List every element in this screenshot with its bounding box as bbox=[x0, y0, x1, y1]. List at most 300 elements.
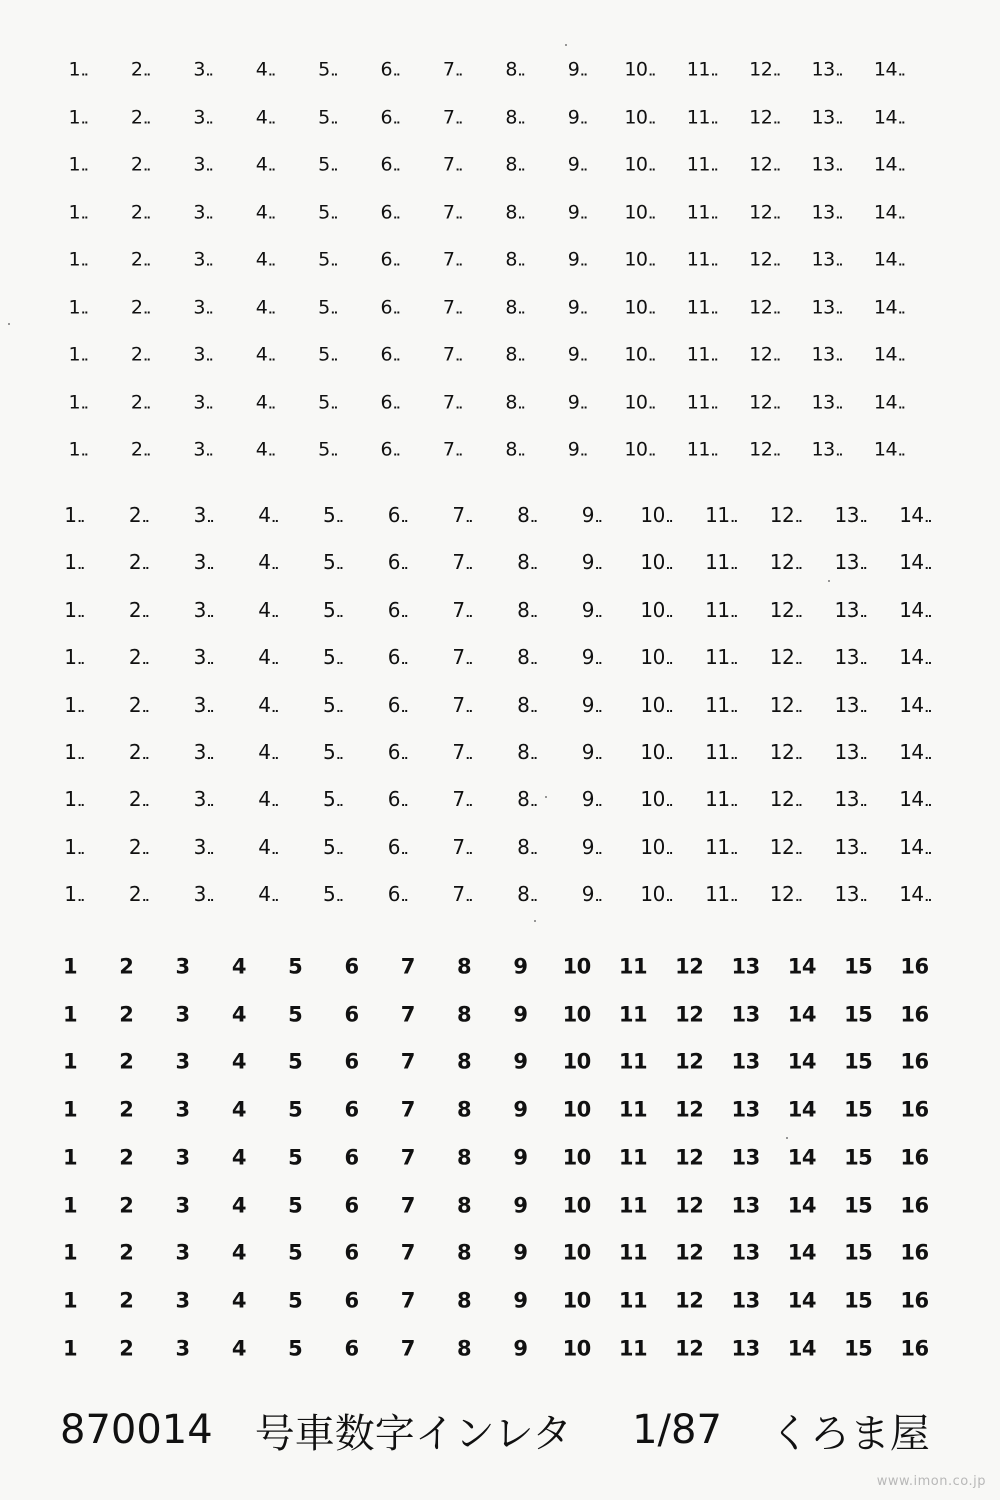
decal-numeral: 9.. bbox=[567, 106, 587, 128]
decal-numeral: 8.. bbox=[517, 550, 537, 575]
decal-numeral: 8 bbox=[457, 1145, 472, 1170]
decal-numeral: 5 bbox=[288, 1097, 303, 1122]
decal-numeral: 9 bbox=[513, 1145, 528, 1170]
decal-numeral: 14 bbox=[787, 1049, 817, 1074]
decal-numeral: 15 bbox=[844, 1097, 873, 1122]
product-name: 号車数字インレタ bbox=[254, 1410, 573, 1457]
decal-numeral: 7 bbox=[400, 1240, 415, 1265]
decal-numeral: 13.. bbox=[834, 550, 867, 575]
decal-numeral: 6.. bbox=[387, 692, 408, 717]
decal-numeral: 13 bbox=[731, 1193, 760, 1217]
decal-numeral: 4 bbox=[231, 1145, 246, 1170]
decal-numeral: 10.. bbox=[640, 882, 673, 907]
decal-numeral: 2.. bbox=[130, 391, 150, 413]
decal-numeral: 4 bbox=[231, 1240, 246, 1265]
paper-speck bbox=[545, 796, 547, 798]
decal-numeral: 8 bbox=[457, 1240, 472, 1265]
decal-numeral: 7.. bbox=[442, 438, 462, 461]
decal-numeral: 11 bbox=[618, 954, 648, 979]
decal-numeral: 4.. bbox=[258, 503, 278, 527]
decal-numeral: 8.. bbox=[517, 834, 537, 859]
decal-numeral: 6 bbox=[344, 1049, 359, 1074]
decal-numeral: 5.. bbox=[323, 834, 343, 859]
decal-numeral: 1 bbox=[62, 1097, 78, 1122]
decal-numeral: 9 bbox=[513, 1097, 528, 1122]
decal-numeral: 3 bbox=[175, 1336, 190, 1361]
decal-numeral: 7 bbox=[400, 1193, 415, 1217]
decal-numeral: 9.. bbox=[581, 740, 602, 764]
decal-numeral: 1.. bbox=[68, 438, 88, 461]
decal-numeral: 6 bbox=[344, 1288, 359, 1313]
decal-numeral: 10.. bbox=[640, 645, 673, 670]
decal-numeral: 10 bbox=[562, 1336, 591, 1361]
decal-numeral: 4.. bbox=[255, 391, 275, 413]
decal-numeral: 6 bbox=[344, 1002, 359, 1027]
decal-numeral: 6 bbox=[344, 1336, 359, 1361]
decal-numeral: 13.. bbox=[811, 438, 843, 461]
decal-numeral: 13.. bbox=[811, 106, 843, 128]
decal-numeral: 11.. bbox=[705, 550, 737, 575]
decal-numeral: 3.. bbox=[193, 58, 213, 81]
decal-numeral: 13.. bbox=[811, 201, 843, 223]
decal-numeral: 3.. bbox=[193, 201, 213, 223]
decal-numeral: 13.. bbox=[834, 882, 867, 907]
decal-numeral: 2 bbox=[119, 1193, 134, 1217]
decal-numeral: 2.. bbox=[128, 597, 149, 622]
decal-numeral: 3 bbox=[175, 1097, 190, 1122]
decal-numeral: 7 bbox=[400, 1002, 415, 1027]
decal-numeral: 8.. bbox=[505, 343, 525, 366]
decal-numeral: 2.. bbox=[128, 834, 149, 859]
decal-numeral: 2.. bbox=[130, 438, 150, 461]
decal-numeral: 11.. bbox=[705, 692, 737, 717]
decal-numeral: 5.. bbox=[323, 692, 343, 717]
decal-numeral: 10 bbox=[562, 1193, 591, 1217]
decal-numeral: 4.. bbox=[258, 787, 278, 812]
decal-numeral: 11 bbox=[618, 1193, 648, 1217]
decal-numeral: 6 bbox=[344, 1240, 359, 1265]
decal-numeral: 7 bbox=[400, 1049, 415, 1074]
decal-numeral: 7.. bbox=[442, 106, 462, 128]
decal-numeral: 13 bbox=[731, 954, 760, 979]
decal-numeral: 6 bbox=[344, 954, 359, 979]
decal-numeral: 5 bbox=[288, 954, 303, 979]
decal-numeral: 3 bbox=[175, 1002, 190, 1027]
decal-numeral: 8 bbox=[457, 1049, 472, 1074]
decal-numeral: 11.. bbox=[705, 597, 737, 622]
decal-numeral: 10.. bbox=[624, 438, 655, 461]
decal-numeral: 10.. bbox=[640, 787, 673, 812]
decal-numeral: 14.. bbox=[899, 882, 931, 907]
decal-numeral: 11.. bbox=[705, 882, 737, 907]
decal-numeral: 2.. bbox=[130, 153, 150, 176]
decal-numeral: 15 bbox=[844, 1145, 873, 1170]
decal-numeral: 11.. bbox=[686, 391, 718, 413]
decal-numeral: 14.. bbox=[873, 438, 905, 461]
decal-numeral: 5.. bbox=[318, 391, 338, 413]
decal-numeral: 16 bbox=[900, 1145, 929, 1170]
decal-numeral: 14.. bbox=[899, 740, 931, 764]
decal-numeral: 8 bbox=[457, 1193, 472, 1217]
decal-numeral: 14.. bbox=[899, 503, 931, 527]
decal-numeral: 12 bbox=[675, 1097, 704, 1122]
decal-numeral: 12.. bbox=[769, 597, 802, 622]
decal-numeral: 6.. bbox=[380, 58, 400, 81]
decal-numeral: 5.. bbox=[318, 438, 338, 461]
decal-numeral: 6 bbox=[344, 1097, 359, 1122]
decal-numeral: 9.. bbox=[581, 597, 602, 622]
decal-numeral: 3.. bbox=[193, 645, 214, 670]
decal-numeral: 9.. bbox=[567, 201, 587, 223]
decal-numeral: 4.. bbox=[258, 550, 278, 575]
decal-numeral: 4 bbox=[231, 1097, 246, 1122]
decal-numeral: 3.. bbox=[193, 153, 213, 176]
decal-numeral: 5.. bbox=[318, 58, 338, 81]
decal-numeral: 7.. bbox=[452, 740, 472, 764]
decal-numeral: 8.. bbox=[505, 153, 525, 176]
decal-numeral: 3.. bbox=[193, 503, 214, 527]
decal-numeral: 5.. bbox=[323, 503, 343, 527]
decal-numeral: 15 bbox=[844, 1049, 873, 1074]
decal-numeral: 10.. bbox=[624, 58, 655, 81]
decal-numeral: 3 bbox=[175, 1049, 190, 1074]
decal-numeral: 11.. bbox=[686, 438, 718, 461]
decal-numeral: 13 bbox=[731, 1002, 760, 1027]
decal-numeral: 7.. bbox=[452, 834, 472, 859]
decal-numeral: 15 bbox=[844, 954, 873, 979]
decal-numeral: 8.. bbox=[505, 201, 525, 223]
decal-numeral: 12 bbox=[675, 1049, 704, 1074]
decal-numeral: 1.. bbox=[64, 503, 84, 527]
decal-numeral: 7.. bbox=[442, 343, 462, 366]
decal-numeral: 1 bbox=[62, 1049, 78, 1074]
decal-numeral: 4.. bbox=[255, 201, 275, 223]
decal-numeral: 13.. bbox=[811, 58, 843, 81]
decal-numeral: 1 bbox=[62, 1002, 78, 1027]
decal-numeral: 1.. bbox=[68, 391, 88, 413]
decal-numeral: 14 bbox=[787, 1336, 817, 1361]
decal-numeral: 14 bbox=[787, 1288, 817, 1313]
decal-numeral: 13 bbox=[731, 1240, 760, 1265]
decal-numeral: 14.. bbox=[899, 645, 931, 670]
decal-numeral: 14.. bbox=[873, 391, 905, 413]
decal-numeral: 9 bbox=[513, 1193, 528, 1217]
decal-numeral: 11 bbox=[618, 1002, 648, 1027]
decal-numeral: 15 bbox=[844, 1336, 873, 1361]
decal-numeral: 4.. bbox=[255, 438, 275, 461]
decal-numeral: 7.. bbox=[452, 882, 472, 907]
maker-name: くろま屋 bbox=[769, 1410, 930, 1457]
decal-numeral: 12.. bbox=[769, 503, 802, 527]
decal-numeral: 12 bbox=[675, 1288, 704, 1313]
decal-numeral: 12.. bbox=[769, 834, 802, 859]
decal-numeral: 6.. bbox=[387, 740, 408, 764]
decal-numeral: 10 bbox=[562, 1240, 591, 1265]
decal-numeral: 7 bbox=[400, 954, 415, 979]
decal-numeral: 10 bbox=[562, 1145, 591, 1170]
decal-numeral: 4.. bbox=[255, 296, 275, 318]
decal-numeral: 7.. bbox=[452, 503, 472, 527]
decal-numeral: 13.. bbox=[834, 692, 867, 717]
decal-numeral: 1 bbox=[62, 1193, 78, 1217]
decal-numeral: 13.. bbox=[811, 153, 843, 176]
decal-numeral: 13.. bbox=[834, 834, 867, 859]
product-scale: 1/87 bbox=[632, 1407, 722, 1453]
decal-numeral: 9.. bbox=[567, 343, 587, 366]
decal-numeral: 5.. bbox=[323, 787, 343, 812]
decal-numeral: 14.. bbox=[899, 834, 931, 859]
decal-numeral: 1.. bbox=[64, 834, 84, 859]
decal-numeral: 10.. bbox=[624, 106, 655, 128]
decal-numeral: 9.. bbox=[581, 834, 602, 859]
decal-numeral: 11.. bbox=[705, 503, 737, 527]
decal-numeral: 1.. bbox=[68, 106, 88, 128]
decal-numeral: 15 bbox=[844, 1288, 873, 1313]
decal-numeral: 7.. bbox=[452, 692, 472, 717]
decal-numeral: 13.. bbox=[834, 740, 867, 764]
decal-numeral: 9 bbox=[513, 954, 528, 979]
decal-numeral: 7.. bbox=[452, 787, 472, 812]
decal-numeral: 5 bbox=[288, 1002, 303, 1027]
decal-numeral: 8.. bbox=[517, 645, 537, 670]
decal-numeral: 14 bbox=[787, 1240, 817, 1265]
decal-numeral: 1.. bbox=[64, 692, 84, 717]
decal-numeral: 11.. bbox=[705, 740, 737, 764]
decal-numeral: 6.. bbox=[380, 248, 400, 271]
paper-speck bbox=[565, 44, 567, 46]
decal-numeral: 6.. bbox=[387, 645, 408, 670]
decal-numeral: 10.. bbox=[624, 248, 655, 271]
decal-numeral: 12.. bbox=[769, 882, 802, 907]
decal-numeral: 8.. bbox=[517, 692, 537, 717]
decal-numeral: 8.. bbox=[505, 106, 525, 128]
decal-numeral: 11.. bbox=[686, 296, 718, 318]
decal-numeral: 15 bbox=[844, 1002, 873, 1027]
decal-numeral: 6.. bbox=[387, 834, 408, 859]
decal-numeral: 8.. bbox=[505, 391, 525, 413]
decal-numeral: 9 bbox=[513, 1288, 528, 1313]
decal-numeral: 2.. bbox=[128, 787, 149, 812]
decal-numeral: 3 bbox=[175, 954, 190, 979]
decal-numeral: 1.. bbox=[68, 58, 88, 81]
product-code: 870014 bbox=[60, 1407, 213, 1453]
decal-numeral: 14.. bbox=[873, 343, 905, 366]
decal-numeral: 7.. bbox=[442, 391, 462, 413]
decal-numeral: 13.. bbox=[834, 597, 867, 622]
decal-numeral: 1.. bbox=[68, 201, 88, 223]
decal-numeral: 6.. bbox=[380, 343, 400, 366]
decal-numeral: 10 bbox=[562, 1288, 591, 1313]
decal-numeral: 11.. bbox=[686, 248, 718, 271]
decal-numeral: 3.. bbox=[193, 391, 213, 413]
product-caption bbox=[60, 1400, 960, 1460]
decal-numeral: 6 bbox=[344, 1145, 359, 1170]
decal-numeral: 9.. bbox=[581, 882, 602, 907]
decal-numeral: 3.. bbox=[193, 438, 213, 461]
decal-numeral: 8.. bbox=[505, 438, 525, 461]
decal-numeral: 1.. bbox=[64, 645, 84, 670]
decal-numeral: 4 bbox=[231, 1336, 246, 1361]
decal-numeral: 8 bbox=[457, 954, 472, 979]
decal-numeral: 12 bbox=[675, 1145, 704, 1170]
decal-numeral: 3.. bbox=[193, 106, 213, 128]
decal-numeral: 12.. bbox=[749, 153, 780, 176]
decal-numeral: 5 bbox=[288, 1336, 303, 1361]
paper-speck bbox=[786, 1137, 788, 1139]
decal-numeral: 2.. bbox=[130, 201, 150, 223]
decal-numeral: 14.. bbox=[899, 787, 931, 812]
decal-numeral: 7.. bbox=[452, 550, 472, 575]
decal-numeral: 11.. bbox=[686, 343, 718, 366]
decal-numeral: 12.. bbox=[749, 106, 780, 128]
decal-numeral: 1.. bbox=[64, 740, 84, 764]
decal-numeral: 4.. bbox=[258, 740, 278, 764]
decal-numeral: 11 bbox=[618, 1240, 648, 1265]
decal-numeral: 7 bbox=[400, 1145, 415, 1170]
decal-numeral: 9 bbox=[513, 1049, 528, 1074]
decal-numeral: 15 bbox=[844, 1193, 873, 1217]
decal-numeral: 9.. bbox=[581, 550, 602, 575]
decal-numeral: 8.. bbox=[505, 58, 525, 81]
decal-numeral: 10.. bbox=[640, 550, 673, 575]
decal-numeral: 14.. bbox=[873, 201, 905, 223]
decal-numeral: 6.. bbox=[380, 391, 400, 413]
decal-numeral: 9.. bbox=[567, 153, 587, 176]
decal-numeral: 12.. bbox=[769, 692, 802, 717]
decal-numeral: 13 bbox=[731, 1049, 760, 1074]
decal-numeral: 2 bbox=[119, 954, 134, 979]
decal-numeral: 6.. bbox=[380, 106, 400, 128]
decal-numeral: 6.. bbox=[387, 550, 408, 575]
decal-numeral: 11 bbox=[618, 1145, 648, 1170]
decal-numeral: 12 bbox=[675, 1193, 704, 1217]
decal-numeral: 4 bbox=[231, 1002, 246, 1027]
decal-numeral: 12 bbox=[675, 1240, 704, 1265]
decal-numeral: 7 bbox=[400, 1336, 415, 1361]
decal-numeral: 10 bbox=[562, 1097, 591, 1122]
decal-numeral: 1 bbox=[62, 1336, 78, 1361]
decal-numeral: 8 bbox=[457, 1288, 472, 1313]
decal-numeral: 13 bbox=[731, 1097, 760, 1122]
decal-numeral: 9 bbox=[513, 1240, 528, 1265]
decal-numeral: 13.. bbox=[811, 391, 843, 413]
paper-speck bbox=[8, 323, 10, 325]
decal-numeral: 15 bbox=[844, 1240, 873, 1265]
decal-numeral: 7.. bbox=[452, 645, 472, 670]
decal-numeral: 3.. bbox=[193, 882, 214, 907]
decal-numeral: 8.. bbox=[517, 597, 537, 622]
decal-numeral: 14.. bbox=[873, 153, 905, 176]
decal-numeral: 3.. bbox=[193, 740, 214, 764]
watermark-text: www.imon.co.jp bbox=[876, 1474, 986, 1489]
decal-numeral: 13 bbox=[731, 1288, 760, 1313]
decal-numeral: 2.. bbox=[130, 248, 150, 271]
decal-numeral: 12.. bbox=[749, 58, 780, 81]
decal-numeral: 10.. bbox=[640, 740, 673, 764]
decal-numeral: 2 bbox=[119, 1288, 134, 1313]
decal-numeral: 11.. bbox=[686, 201, 718, 223]
decal-numeral: 5.. bbox=[323, 597, 343, 622]
decal-numeral: 13.. bbox=[811, 296, 843, 318]
decal-numeral: 4 bbox=[231, 954, 246, 979]
decal-numeral: 2.. bbox=[128, 645, 149, 670]
decal-numeral: 7 bbox=[400, 1097, 415, 1122]
decal-numeral: 11.. bbox=[705, 834, 737, 859]
decal-numeral: 5.. bbox=[323, 550, 343, 575]
decal-numeral: 16 bbox=[900, 954, 929, 979]
decal-numeral: 2.. bbox=[128, 550, 149, 575]
decal-numeral: 7.. bbox=[442, 296, 462, 318]
decal-numeral: 11 bbox=[618, 1288, 648, 1313]
decal-numeral: 8.. bbox=[517, 503, 537, 527]
decal-numeral: 3 bbox=[175, 1145, 190, 1170]
decal-numeral: 8.. bbox=[505, 248, 525, 271]
decal-numeral: 5 bbox=[288, 1240, 303, 1265]
decal-numeral: 2 bbox=[119, 1145, 134, 1170]
decal-numeral: 4.. bbox=[255, 248, 275, 271]
decal-numeral: 2 bbox=[119, 1049, 134, 1074]
decal-numeral: 2 bbox=[119, 1336, 134, 1361]
decal-numeral: 5.. bbox=[318, 296, 338, 318]
decal-numeral: 2.. bbox=[130, 296, 150, 318]
decal-numeral: 16 bbox=[900, 1193, 929, 1217]
decal-numeral: 10.. bbox=[640, 834, 673, 859]
decal-numeral: 10.. bbox=[640, 503, 673, 527]
decal-numeral: 16 bbox=[900, 1002, 929, 1027]
decal-numeral: 6.. bbox=[380, 438, 400, 461]
decal-numeral: 9.. bbox=[567, 296, 587, 318]
decal-numeral: 13 bbox=[731, 1145, 760, 1170]
decal-numeral: 5 bbox=[288, 1145, 303, 1170]
decal-numeral: 2.. bbox=[128, 882, 149, 907]
decal-numeral: 11 bbox=[618, 1097, 648, 1122]
decal-numeral: 1.. bbox=[68, 296, 88, 318]
decal-numeral: 2.. bbox=[130, 343, 150, 366]
decal-numeral: 1 bbox=[62, 1288, 78, 1313]
decal-numeral: 7 bbox=[400, 1288, 415, 1313]
decal-numeral: 2.. bbox=[130, 106, 150, 128]
decal-numeral: 16 bbox=[900, 1097, 929, 1122]
decal-numeral: 6.. bbox=[380, 201, 400, 223]
decal-numeral: 3 bbox=[175, 1288, 190, 1313]
decal-numeral: 1.. bbox=[64, 597, 84, 622]
decal-numeral: 9.. bbox=[567, 58, 587, 81]
decal-numeral: 14 bbox=[787, 954, 817, 979]
decal-numeral: 9.. bbox=[581, 645, 602, 670]
decal-numeral: 9 bbox=[513, 1002, 528, 1027]
decal-numeral: 12 bbox=[675, 1002, 704, 1027]
decal-numeral: 1 bbox=[62, 1145, 78, 1170]
decal-numeral: 12.. bbox=[769, 740, 802, 764]
decal-numeral: 2.. bbox=[128, 503, 149, 527]
decal-numeral: 2.. bbox=[128, 692, 149, 717]
decal-numeral: 4.. bbox=[258, 645, 278, 670]
decal-numeral: 13.. bbox=[834, 503, 867, 527]
decal-numeral: 3.. bbox=[193, 692, 214, 717]
decal-numeral: 3.. bbox=[193, 248, 213, 271]
decal-numeral: 7.. bbox=[442, 248, 462, 271]
decal-numeral: 8 bbox=[457, 1002, 472, 1027]
decal-numeral: 14.. bbox=[899, 597, 931, 622]
decal-numeral: 8.. bbox=[517, 882, 537, 907]
decal-numeral: 10.. bbox=[640, 597, 673, 622]
decal-numeral: 1.. bbox=[68, 248, 88, 271]
decal-numeral: 12 bbox=[675, 1336, 704, 1361]
decal-numeral: 4.. bbox=[255, 58, 275, 81]
decal-numeral: 12.. bbox=[749, 343, 780, 366]
decal-numeral: 2 bbox=[119, 1240, 134, 1265]
decal-numeral: 12 bbox=[675, 954, 704, 979]
